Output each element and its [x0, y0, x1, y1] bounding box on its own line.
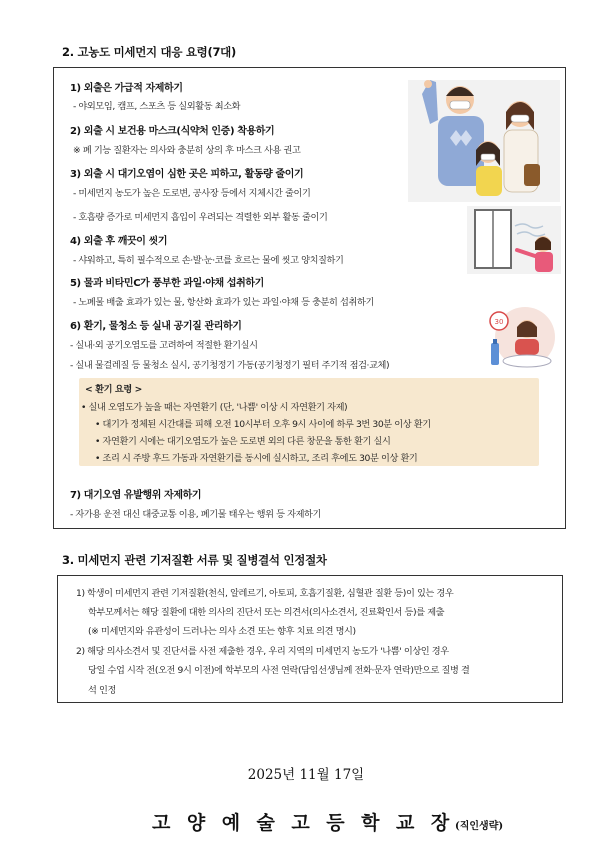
- ventilation-tip-main: • 실내 오염도가 높을 때는 자연환기 (단, '나쁨' 이상 시 자연환기 자제): [81, 402, 348, 413]
- family-mask-illustration: [408, 74, 560, 204]
- section-3-line-6: 석 인정: [88, 685, 116, 696]
- item-3-heading: 3) 외출 시 대기오염이 심한 곳은 피하고, 활동량 줄이기: [70, 169, 304, 180]
- item-3-line-2: - 호흡량 증가로 미세먼지 흡입이 우려되는 격렬한 외부 활동 줄이기: [73, 212, 328, 223]
- section-3-line-4: 2) 해당 의사소견서 및 진단서를 사전 제출한 경우, 우리 지역의 미세먼지 농도가 '나쁨' 이상인 경우: [76, 646, 449, 657]
- handwashing-illustration: [487, 307, 559, 373]
- seal-omitted-note: (직인생략): [455, 821, 504, 832]
- ventilation-tip-2: • 자연환기 시에는 대기오염도가 높은 도로변 외의 다른 창문을 통한 환기 실시: [95, 436, 391, 447]
- item-7-line-1: - 자가용 운전 대신 대중교통 이용, 폐기물 태우는 행위 등 자제하기: [70, 509, 321, 520]
- section-3-line-2: 학부모께서는 해당 질환에 대한 의사의 진단서 또는 의견서(의사소견서, 진료확인서 등)를 제출: [88, 607, 445, 618]
- item-5-line-1: - 노폐물 배출 효과가 있는 물, 항산화 효과가 있는 과일·야채 등 충분히 섭취하기: [73, 297, 374, 308]
- principal-signature: 고양예술고등학교장: [152, 812, 466, 834]
- ventilation-tips-title: < 환기 요령 >: [85, 384, 142, 395]
- item-2-heading: 2) 외출 시 보건용 마스크(식약처 인증) 착용하기: [70, 126, 275, 137]
- section-2-title: 2. 고농도 미세먼지 대응 요령(7대): [62, 45, 236, 59]
- item-2-line-1: ※ 폐 기능 질환자는 의사와 충분히 상의 후 마스크 사용 권고: [73, 145, 301, 156]
- window-ventilation-illustration: [467, 206, 561, 274]
- item-3-line-1: - 미세먼지 농도가 높은 도로변, 공사장 등에서 지체시간 줄이기: [73, 188, 311, 199]
- item-6-line-1: - 실내·외 공기오염도를 고려하여 적절한 환기실시: [70, 340, 258, 351]
- ventilation-tips-box: [79, 378, 539, 466]
- item-4-heading: 4) 외출 후 깨끗이 씻기: [70, 236, 168, 247]
- section-3-line-5: 당일 수업 시작 전(오전 9시 이전)에 학부모의 사전 연락(담임선생님께 전화·문자 연락)만으로 질병 결: [88, 665, 470, 676]
- ventilation-tip-1: • 대기가 정체된 시간대를 피해 오전 10시부터 오후 9시 사이에 하루 3번 30분 이상 환기: [95, 419, 431, 430]
- item-1-line-1: - 야외모임, 캠프, 스포츠 등 실외활동 최소화: [73, 101, 241, 112]
- item-6-line-2: - 실내 물걸레질 등 물청소 실시, 공기청정기 가동(공기청정기 필터 주기적 점검·교체): [70, 360, 390, 371]
- section-3-line-1: 1) 학생이 미세먼지 관련 기저질환(천식, 알레르기, 아토피, 호흡기질환, 심혈관 질환 등)이 있는 경우: [76, 588, 454, 599]
- item-1-heading: 1) 외출은 가급적 자제하기: [70, 83, 183, 94]
- svg-text:30: 30: [494, 318, 504, 326]
- item-6-heading: 6) 환기, 물청소 등 실내 공기질 관리하기: [70, 321, 242, 332]
- item-4-line-1: - 샤워하고, 특히 필수적으로 손·발·눈·코를 흐르는 물에 씻고 양치질하기: [73, 255, 344, 266]
- section-3-title: 3. 미세먼지 관련 기저질환 서류 및 질병결석 인정절차: [62, 553, 327, 567]
- document-date: 2025년 11월 17일: [247, 767, 365, 783]
- item-7-heading: 7) 대기오염 유발행위 자제하기: [70, 490, 202, 501]
- item-5-heading: 5) 물과 비타민C가 풍부한 과일·야채 섭취하기: [70, 278, 264, 289]
- section-3-line-3: (※ 미세먼지와 유관성이 드러나는 의사 소견 또는 향후 치료 의견 명시): [88, 626, 356, 637]
- ventilation-tip-3: • 조리 시 주방 후드 가동과 자연환기를 동시에 실시하고, 조리 후에도 30분 이상 환기: [95, 453, 418, 464]
